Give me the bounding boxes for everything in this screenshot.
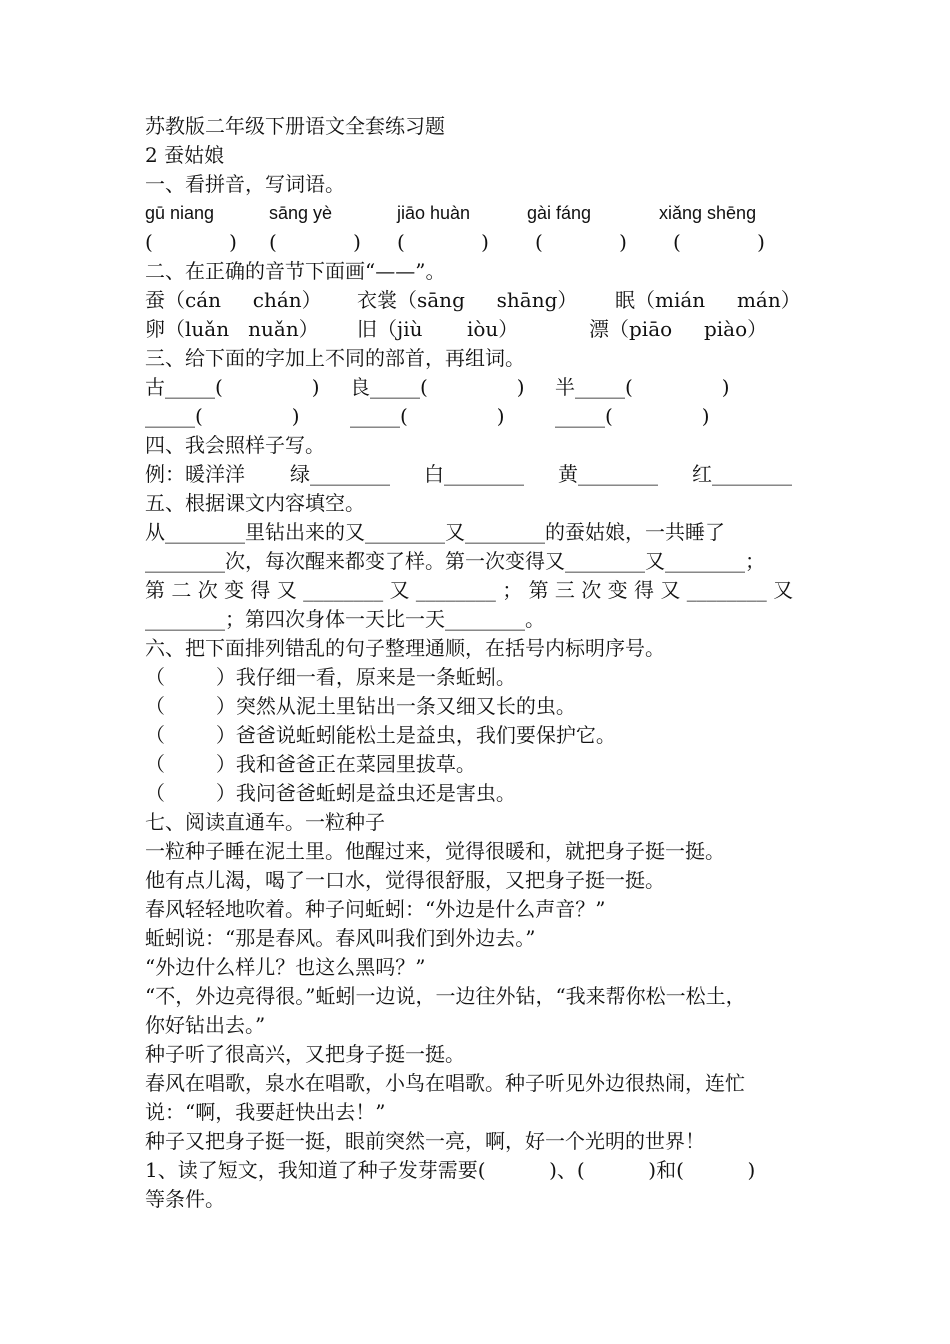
section-6-heading: 六、把下面排列错乱的句子整理通顺，在括号内标明序号。	[145, 636, 665, 660]
pinyin-item: gài fáng	[527, 203, 592, 223]
story-paragraph: 春风轻轻地吹着。种子问蚯蚓：“外边是什么声音？”	[145, 897, 606, 921]
answer-box[interactable]: ( )	[673, 230, 765, 254]
order-item[interactable]: （ ）爸爸说蚯蚓能松土是益虫，我们要保护它。	[145, 723, 616, 747]
syllable-item: 漂（piāo piào）	[589, 317, 768, 341]
radical-item[interactable]: _____( )	[145, 404, 300, 428]
syllable-row	[145, 315, 810, 344]
order-item[interactable]: （ ）突然从泥土里钻出一条又细又长的虫。	[145, 694, 576, 718]
radical-item[interactable]: 良_____( )	[350, 375, 525, 399]
story-paragraph: 说：“啊，我要赶快出去！”	[145, 1100, 386, 1124]
story-paragraph: 他有点儿渴，喝了一口水，觉得很舒服，又把身子挺一挺。	[145, 868, 665, 892]
pinyin-item: gū niang	[145, 203, 215, 223]
example-label: 例：暖洋洋	[145, 462, 245, 486]
order-item[interactable]: （ ）我问爸爸蚯蚓是益虫还是害虫。	[145, 781, 516, 805]
question-1-continuation: 等条件。	[145, 1187, 225, 1211]
answer-box[interactable]: ( )	[269, 230, 361, 254]
section-3-heading: 三、给下面的字加上不同的部首，再组词。	[145, 346, 525, 370]
fill-item[interactable]: 白________	[424, 462, 524, 486]
fill-item[interactable]: 红________	[692, 462, 792, 486]
fill-line[interactable]: ________；第四次身体一天比一天________。	[145, 607, 545, 631]
answer-box[interactable]: ( )	[397, 230, 489, 254]
fill-item[interactable]: 绿________	[290, 462, 390, 486]
section-7-heading: 七、阅读直通车。一粒种子	[145, 810, 385, 834]
section-4-heading: 四、我会照样子写。	[145, 433, 325, 457]
syllable-item: 衣裳（sāng shāng）	[357, 288, 578, 312]
fill-line[interactable]: ________次，每次醒来都变了样。第一次变得又________又________；	[145, 549, 765, 573]
pinyin-item: xiǎng shēng	[659, 203, 757, 223]
radical-row	[145, 402, 810, 431]
section-1-heading: 一、看拼音，写词语。	[145, 172, 345, 196]
document-title: 苏教版二年级下册语文全套练习题	[145, 114, 445, 138]
fill-item[interactable]: 黄________	[558, 462, 658, 486]
worksheet-page	[145, 112, 810, 1214]
pinyin-item: sāng yè	[269, 203, 333, 223]
story-paragraph: 蚯蚓说：“那是春风。春风叫我们到外边去。”	[145, 926, 536, 950]
syllable-row	[145, 286, 810, 315]
pinyin-row	[145, 199, 810, 228]
section-5-heading: 五、根据课文内容填空。	[145, 491, 365, 515]
answer-box-row	[145, 228, 810, 257]
order-item[interactable]: （ ）我仔细一看，原来是一条蚯蚓。	[145, 665, 516, 689]
answer-box[interactable]: ( )	[535, 230, 627, 254]
story-paragraph: 你好钻出去。”	[145, 1013, 266, 1037]
radical-item[interactable]: _____( )	[555, 404, 710, 428]
pinyin-item: jiāo huàn	[397, 203, 471, 223]
order-item[interactable]: （ ）我和爸爸正在菜园里拔草。	[145, 752, 476, 776]
question-1[interactable]: 1、读了短文，我知道了种子发芽需要( )、( )和( )	[145, 1158, 756, 1182]
fill-line[interactable]: 从________里钻出来的又________又________的蚕姑娘，一共睡了	[145, 520, 725, 544]
story-paragraph: 一粒种子睡在泥土里。他醒过来，觉得很暖和，就把身子挺一挺。	[145, 839, 725, 863]
section-2-heading: 二、在正确的音节下面画“——”。	[145, 259, 446, 283]
radical-row	[145, 373, 810, 402]
story-paragraph: “不，外边亮得很。”蚯蚓一边说，一边往外钻，“我来帮你松一松土，	[145, 984, 746, 1008]
story-paragraph: 春风在唱歌，泉水在唱歌，小鸟在唱歌。种子听见外边很热闹，连忙	[145, 1071, 745, 1095]
example-row	[145, 460, 810, 489]
radical-item[interactable]: 半_____( )	[555, 375, 730, 399]
fill-line[interactable]: 第 二 次 变 得 又 ________ 又 ________ ； 第 三 次 变 得 又 ________ 又	[145, 578, 794, 602]
syllable-item: 旧（jiù iòu）	[357, 317, 519, 341]
story-paragraph: 种子又把身子挺一挺，眼前突然一亮，啊，好一个光明的世界！	[145, 1129, 705, 1153]
syllable-item: 卵（luǎn nuǎn）	[145, 317, 319, 341]
radical-item[interactable]: 古_____( )	[145, 375, 320, 399]
answer-box[interactable]: ( )	[145, 230, 237, 254]
radical-item[interactable]: _____( )	[350, 404, 505, 428]
story-paragraph: 种子听了很高兴，又把身子挺一挺。	[145, 1042, 465, 1066]
lesson-title: 2 蚕姑娘	[145, 143, 225, 167]
story-paragraph: “外边什么样儿？也这么黑吗？”	[145, 955, 426, 979]
syllable-item: 蚕（cán chán）	[145, 288, 322, 312]
syllable-item: 眠（mián mán）	[615, 288, 801, 312]
